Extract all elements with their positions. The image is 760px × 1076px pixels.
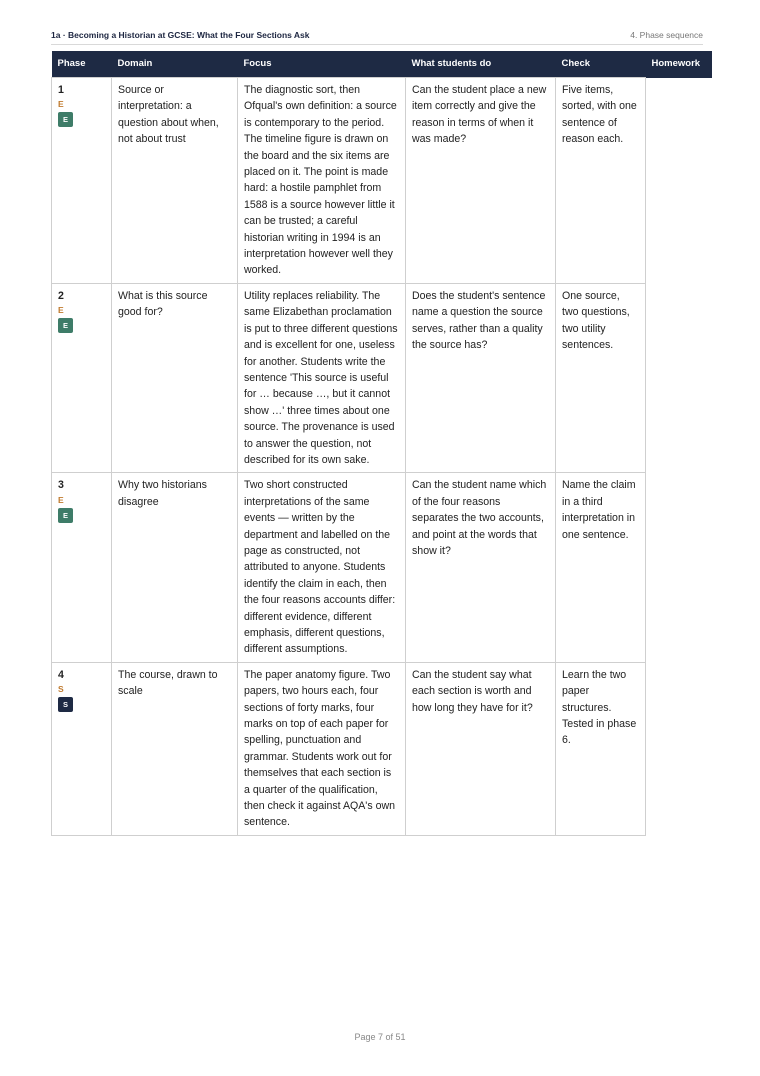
table-row <box>52 473 712 662</box>
column-header-homework: Homework <box>646 51 712 78</box>
students-cell: Does the student's sentence name a question the source serves, rather than a quality the source has? <box>406 283 556 472</box>
phase-code: E <box>58 494 64 505</box>
section-label: 4. Phase sequence <box>630 30 703 40</box>
phase-code: S <box>58 684 64 695</box>
phase-badge: E <box>58 508 73 523</box>
focus-cell: The diagnostic sort, then Ofqual's own definition: a source is contemporary to the period. The timeline figure is drawn on the board and the six items are placed on it. The point is made hard: a hostile pamphlet from 1588 is a source however little it can be trusted; a careful historian writing in 1994 is an interpretation however well they worked. <box>238 78 406 284</box>
phase-code: E <box>58 305 64 316</box>
focus-cell: Utility replaces reliability. The same Elizabethan proclamation is put to three different questions and is excellent for one, useless for another. Students write the sentence 'This source is useful for … because …, but it cannot show …' three times about one source. The provenance is used to answer the question, not described for its own sake. <box>238 283 406 472</box>
students-cell: Can the student name which of the four reasons separates the two accounts, and point at the words that show it? <box>406 473 556 662</box>
focus-cell: Two short constructed interpretations of the same events — written by the department and labelled on the page as constructed, not attributed to anyone. Students identify the claim in each, then the four reasons accounts differ: different evidence, different emphasis, different questions, different assumptions. <box>238 473 406 662</box>
column-header-what-students-do: What students do <box>406 51 556 78</box>
homework-cell <box>646 473 712 662</box>
phase-cell <box>52 473 112 662</box>
phase-code: E <box>58 99 64 110</box>
focus-cell: The paper anatomy figure. Two papers, two hours each, four sections of forty marks, four marks on top of each paper for spelling, punctuation and grammar. Students work out for themselves that each section is a quarter of the qualification, then check it against AQA's own sentence. <box>238 662 406 835</box>
phase-badge: E <box>58 318 73 333</box>
phase-cell <box>52 283 112 472</box>
phase-cell <box>52 78 112 284</box>
homework-cell <box>646 78 712 284</box>
students-cell: Can the student say what each section is worth and how long they have for it? <box>406 662 556 835</box>
table-row <box>52 78 712 284</box>
column-header-domain: Domain <box>112 51 238 78</box>
check-cell: Five items, sorted, with one sentence of reason each. <box>556 78 646 284</box>
table-row <box>52 283 712 472</box>
homework-cell <box>646 283 712 472</box>
phase-number: 1 <box>58 84 64 96</box>
column-header-focus: Focus <box>238 51 406 78</box>
phase-badge: E <box>58 112 73 127</box>
phase-number: 3 <box>58 479 64 492</box>
page-header <box>51 26 703 45</box>
check-cell: Name the claim in a third interpretation in one sentence. <box>556 473 646 662</box>
domain-cell: Why two historians disagree <box>112 473 238 662</box>
phase-number: 4 <box>58 668 64 681</box>
homework-cell <box>646 662 712 835</box>
phase-sequence-table <box>51 51 712 836</box>
phase-badge: S <box>58 697 73 712</box>
phase-cell <box>52 662 112 835</box>
phase-number: 2 <box>58 289 64 302</box>
column-header-check: Check <box>556 51 646 78</box>
domain-cell: The course, drawn to scale <box>112 662 238 835</box>
check-cell: Learn the two paper structures. Tested in phase 6. <box>556 662 646 835</box>
column-header-phase: Phase <box>52 51 112 78</box>
students-cell: Can the student place a new item correctly and give the reason in terms of when it was made? <box>406 78 556 284</box>
domain-cell: What is this source good for? <box>112 283 238 472</box>
check-cell: One source, two questions, two utility sentences. <box>556 283 646 472</box>
domain-cell: Source or interpretation: a question about when, not about trust <box>112 78 238 284</box>
table-header-row <box>52 51 712 78</box>
table-row <box>52 662 712 835</box>
page-number: Page 7 of 51 <box>354 1032 406 1042</box>
document-title: 1a · Becoming a Historian at GCSE: What the Four Sections Ask <box>51 30 310 40</box>
